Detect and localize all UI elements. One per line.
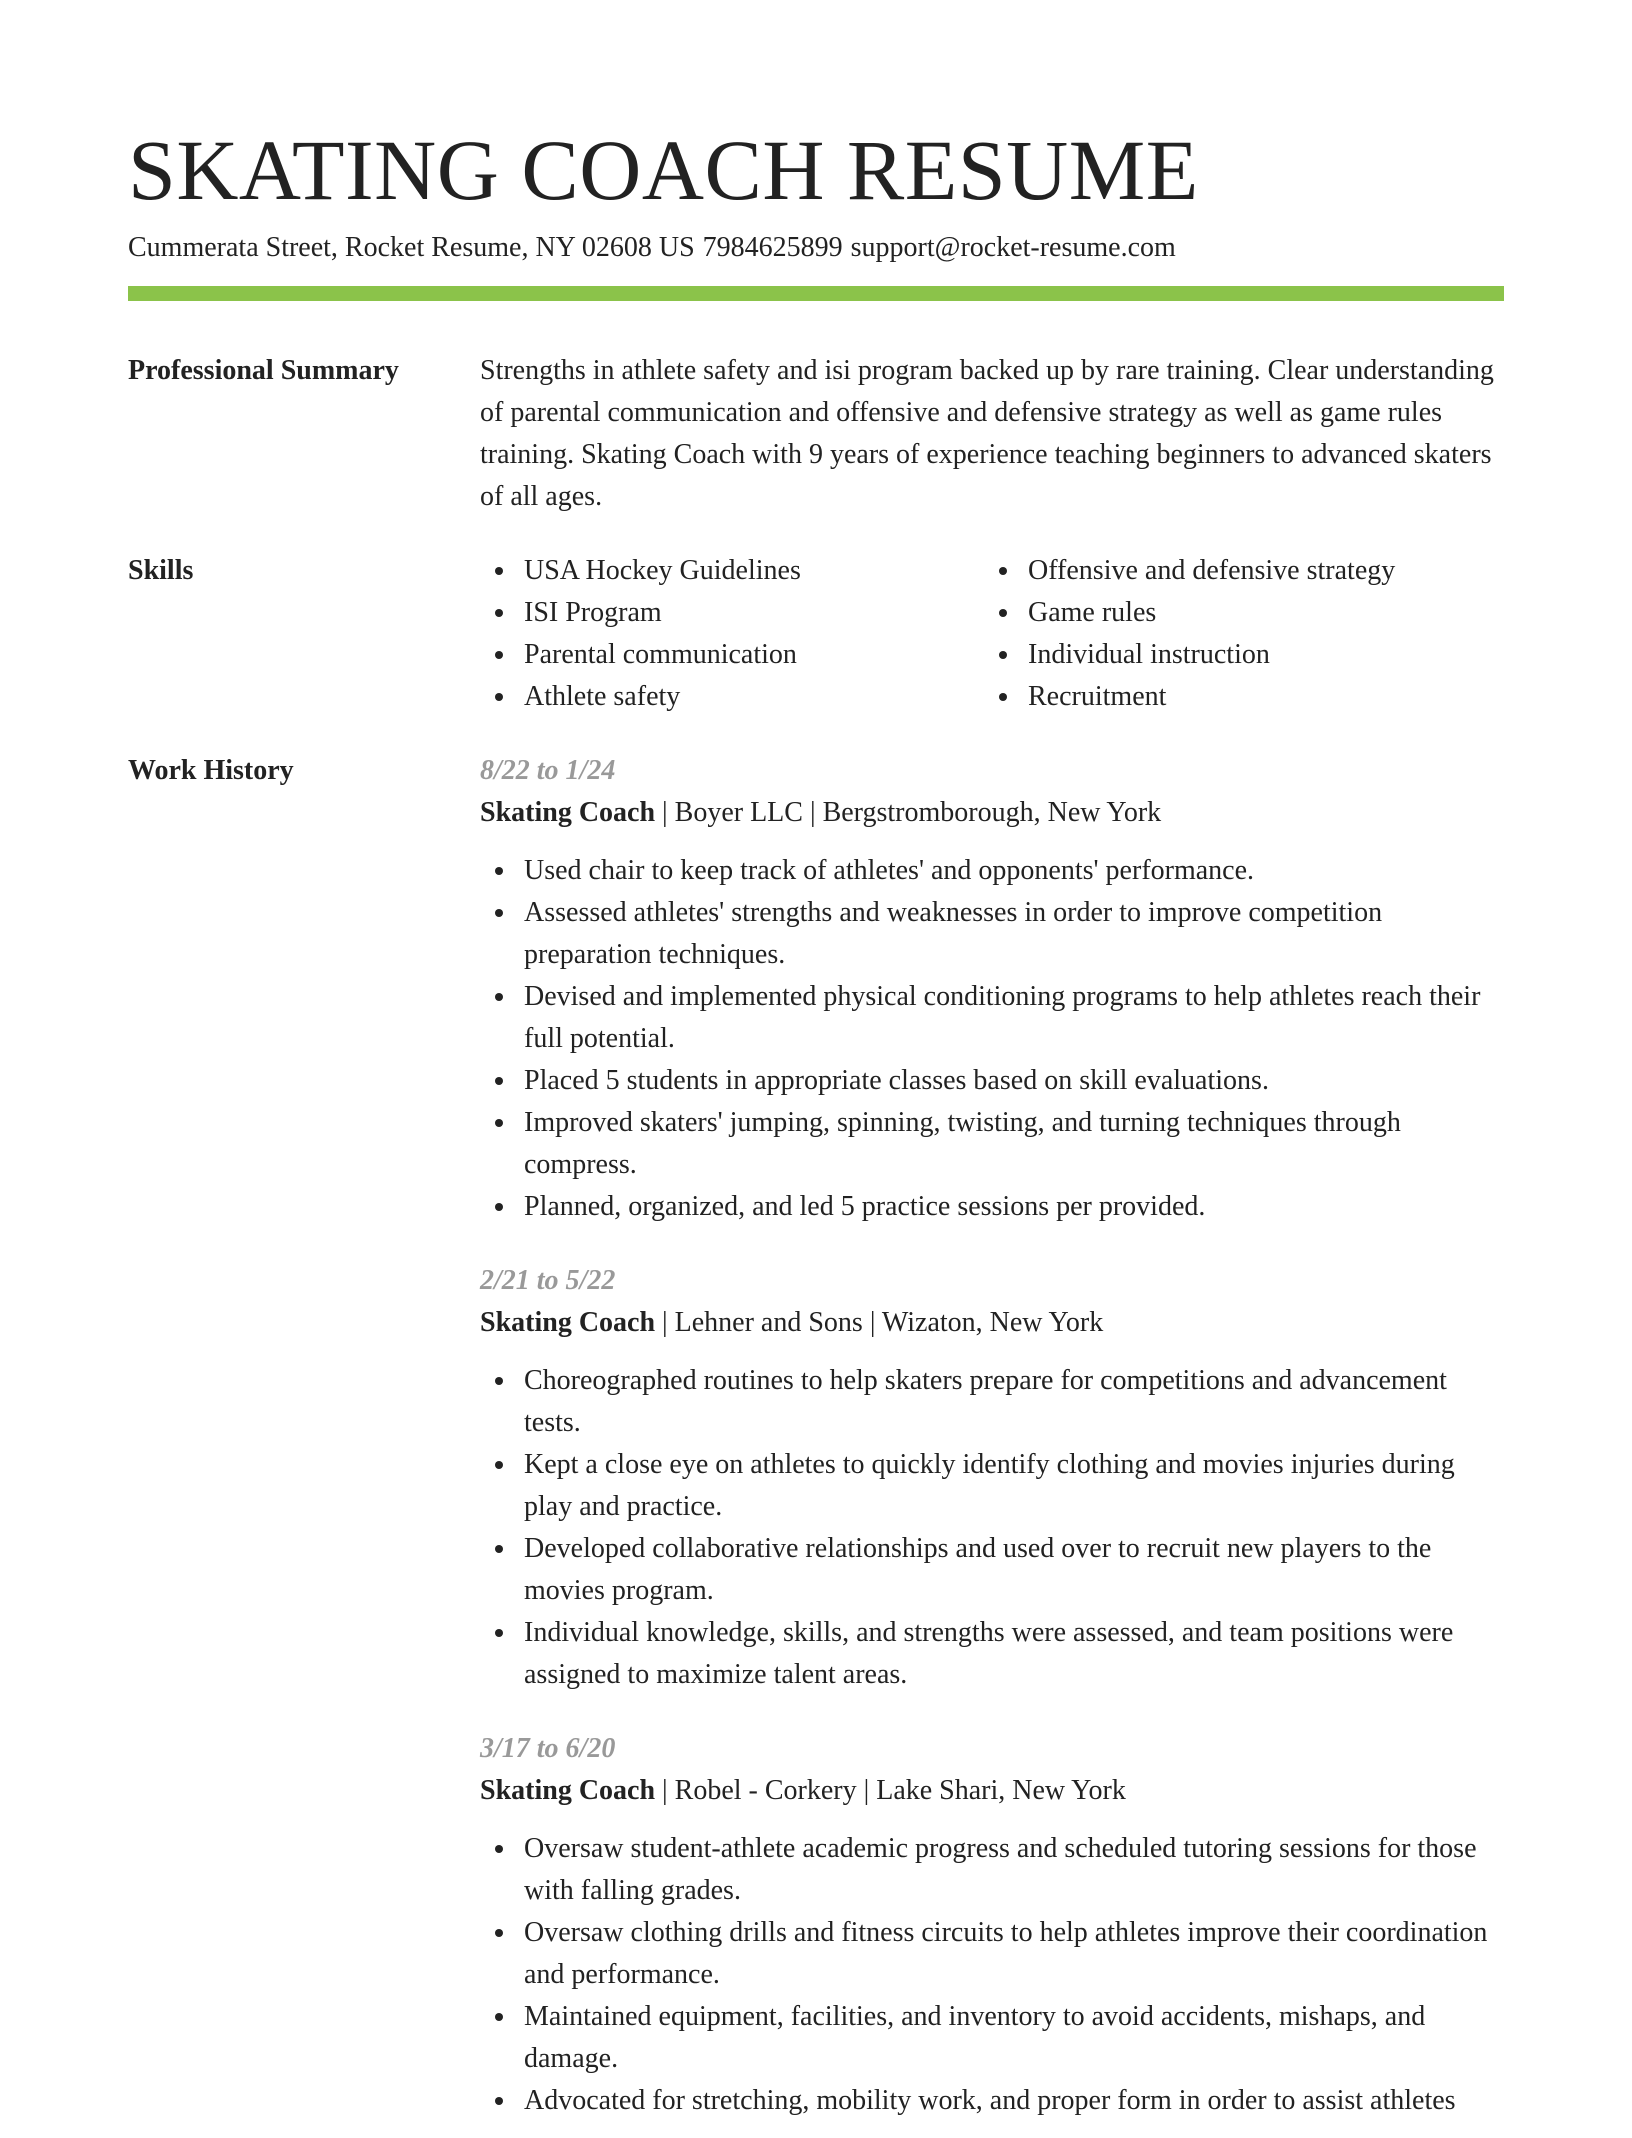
job-bullet: Oversaw student-athlete academic progress and scheduled tutoring sessions for those with falling grades. [480, 1828, 1504, 1912]
skills-column-right [984, 550, 1488, 718]
skills-heading: Skills [128, 555, 194, 586]
job-bullet: Developed collaborative relationships and used over to recruit new players to the movies program. [480, 1528, 1504, 1612]
job-bullet: Maintained equipment, facilities, and inventory to avoid accidents, mishaps, and damage. [480, 1996, 1504, 2080]
job-role: Skating Coach [480, 1775, 656, 1806]
resume-title: SKATING COACH RESUME [128, 122, 1199, 218]
job-bullet: Used chair to keep track of athletes' and opponents' performance. [480, 850, 1504, 892]
contact-email: support@rocket-resume.com [850, 232, 1176, 263]
job-dates: 8/22 to 1/24 [480, 755, 616, 786]
job-heading [480, 792, 1504, 834]
job-heading [480, 1770, 1504, 1812]
work-history-heading: Work History [128, 755, 294, 786]
skill-item: Athlete safety [480, 676, 984, 718]
job-role: Skating Coach [480, 797, 656, 828]
job-bullet: Placed 5 students in appropriate classes based on skill evaluations. [480, 1060, 1504, 1102]
job-bullet: Assessed athletes' strengths and weaknesses in order to improve competition preparation techniques. [480, 892, 1504, 976]
job-bullets [480, 850, 1504, 1228]
summary-heading: Professional Summary [128, 355, 399, 386]
skill-item: Offensive and defensive strategy [984, 550, 1488, 592]
job-bullet: Improved skaters' jumping, spinning, twisting, and turning techniques through compress. [480, 1102, 1504, 1186]
job-dates: 3/17 to 6/20 [480, 1733, 616, 1764]
job-bullet: Advocated for stretching, mobility work, and proper form in order to assist athletes [480, 2080, 1504, 2122]
contact-address: Cummerata Street, Rocket Resume, NY 02608 US [128, 232, 695, 263]
skills-column-left [480, 550, 984, 718]
job-employer-location: | Robel - Corkery | Lake Shari, New York [655, 1775, 1126, 1806]
job-bullet: Planned, organized, and led 5 practice sessions per provided. [480, 1186, 1504, 1228]
job-heading [480, 1302, 1504, 1344]
work-history-body [480, 750, 1504, 2138]
skill-item: ISI Program [480, 592, 984, 634]
job-dates: 2/21 to 5/22 [480, 1265, 616, 1296]
job-entry [480, 1728, 1504, 2122]
job-bullet: Devised and implemented physical conditioning programs to help athletes reach their full potential. [480, 976, 1504, 1060]
skill-item: Parental communication [480, 634, 984, 676]
job-role: Skating Coach [480, 1307, 656, 1338]
job-entry [480, 750, 1504, 1228]
skills-columns [480, 550, 1504, 718]
job-employer-location: | Lehner and Sons | Wizaton, New York [655, 1307, 1104, 1338]
job-bullet: Choreographed routines to help skaters prepare for competitions and advancement tests. [480, 1360, 1504, 1444]
summary-text: Strengths in athlete safety and isi program backed up by rare training. Clear understanding of parental communication and offensive and defensive strategy as well as game rules training. Skating Coach with 9 years of experience teaching beginners to advanced skaters of all ages. [480, 355, 1494, 512]
job-bullet: Individual knowledge, skills, and strengths were assessed, and team positions were assigned to maximize talent areas. [480, 1612, 1504, 1696]
job-bullet: Oversaw clothing drills and fitness circuits to help athletes improve their coordination and performance. [480, 1912, 1504, 1996]
summary-body [480, 350, 1504, 518]
job-entry [480, 1260, 1504, 1696]
contact-line [128, 230, 1176, 266]
job-bullet: Kept a close eye on athletes to quickly identify clothing and movies injuries during play and practice. [480, 1444, 1504, 1528]
skill-item: Recruitment [984, 676, 1488, 718]
job-bullets [480, 1360, 1504, 1696]
skill-item: Game rules [984, 592, 1488, 634]
skills-body [480, 550, 1504, 718]
skill-item: USA Hockey Guidelines [480, 550, 984, 592]
skill-item: Individual instruction [984, 634, 1488, 676]
job-bullets [480, 1828, 1504, 2122]
job-employer-location: | Boyer LLC | Bergstromborough, New York [655, 797, 1162, 828]
contact-phone: 7984625899 [702, 232, 843, 263]
header-divider [128, 286, 1504, 301]
